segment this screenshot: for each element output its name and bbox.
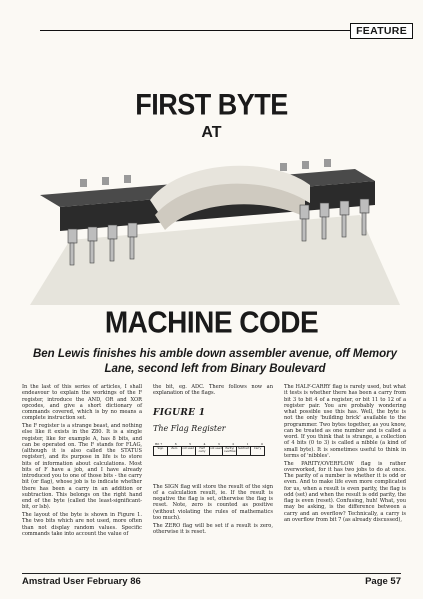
paragraph: the bit, eg. ADC. There follows now an explanation of the flags. [153,384,273,397]
page-number: Page 57 [365,576,401,587]
flag-cell: Parity/ overflow [224,446,236,454]
flag-cell: not used [210,447,224,455]
bit-label: 1 [246,441,249,446]
footer-rule [22,573,401,574]
flag-cell: Subtract [237,447,251,455]
header-rule [40,30,353,31]
bit-label: 0 [261,441,263,446]
section-tag: FEATURE [350,23,413,39]
paragraph: The SIGN flag will store the result of the sign of a calculation result, ie. If the result is negative the flag is set, otherwise the flag is reset. Note, zero is counted as positive (without violating the rules of mathematics too much). [153,483,273,521]
text-column-3 [284,384,406,525]
flag-cell: Sign [154,447,168,455]
figure-subtitle: The Flag Register [153,423,226,433]
paragraph: The HALF-CARRY flag is rarely used, but what it tests is whether there has been a carry from bit 3 to bit 4 of a register, or bit 11 to 12 of a register pair. You are probably wondering what possible use this has. Well, the byte is not the only 'building brick' available to the programmer. Two bytes together, as you know, can be treated as one number and is called a word. If you think that is strange, a collection of 4 bits (0 to 3) is called a nibble (a kind of small byte). It is sometimes useful to think in terms of 'nibbles'. [284,384,406,459]
magazine-issue: Amstrad User February 86 [22,576,141,587]
bit-label: 5 [189,441,192,446]
paragraph: The ZERO flag will be set if a result is zero, otherwise it is reset. [153,522,273,535]
flag-cell: Half carry [196,447,210,455]
paragraph: The layout of the byte is shown in Figure 1. The two bits which are not used, more often than not display random values. Specific commands take into account the value of [22,512,142,537]
flag-cell: Zero [168,447,182,455]
text-column-1 [22,384,142,539]
standfirst: Ben Lewis finishes his amble down assembler avenue, off Memory Lane, second left from Binary Boulevard [32,348,398,375]
flag-register-table [153,446,265,456]
bit-label: 3 [217,441,220,446]
bit-label: 6 [174,441,177,446]
flag-cell: not used [182,447,196,455]
headline-line-3: MACHINE CODE [104,305,319,340]
bit-label: 4 [203,441,206,446]
figure-title: FIGURE 1 [153,407,206,418]
headline-line-1: FIRST BYTE [135,88,288,122]
text-column-2 [153,384,273,537]
flag-cell: Carry [253,446,262,450]
bit-label: 2 [232,441,235,446]
paragraph: In the last of this series of articles, I shall endeavour to explain the workings of the F register, introduce the AND, OR and XOR opcodes, and give a short dictionary of commands covered, which is by no means a complete instruction set. [22,384,142,422]
paragraph: The F register is a strange beast, and nothing else like it exists in the Z80. It is a single register, like for example A, has 8 bits, and can be operated on. The F stands for FLAG, (although it is also called the STATUS register), and its purpose in life is to store bits of information about calculations. Most bits of F have a job, and I have already introduced you to one of those bits - the carry bit (or flag), whose job is to indicate whether there has been a carry in an addition or subtraction. This belongs on the right hand end of the byte (called the least-significant-bit, or lsb). [22,423,142,511]
paragraph: The PARITY/OVERFLOW flag is rather overworked, for it has two jobs to do at once. The parity of a number is whether it is odd or even. And to make life even more complicated for us, when a result is even parity, the flag is odd (set) and when the result is odd parity, the flag is even (reset). Confusing, huh! What, you may be asking, is the difference between a carry and an overflow? Technically, a carry is an overflow from bit 7 (as already discussed), [284,460,406,523]
bit-label: Bit 7 [155,441,163,446]
headline-line-2: AT [201,124,222,141]
chip-illustration [30,155,400,305]
